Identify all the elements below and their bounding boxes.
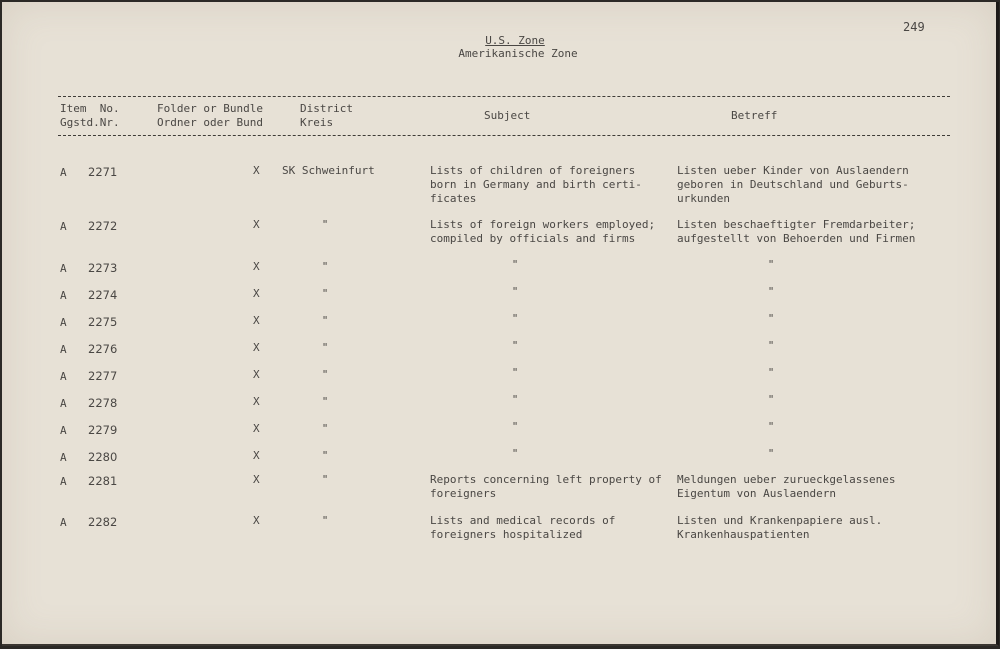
- district: ": [321, 449, 329, 462]
- item-prefix: A: [60, 262, 67, 275]
- subject: ": [511, 366, 519, 379]
- folder-mark: X: [253, 287, 260, 300]
- district: ": [321, 395, 329, 408]
- header-rule-top: [58, 96, 950, 97]
- folder-mark: X: [253, 314, 260, 327]
- item-prefix: A: [60, 370, 67, 383]
- subject: ": [511, 285, 519, 298]
- zone-title: U.S. Zone: [485, 34, 545, 47]
- item-prefix: A: [60, 475, 67, 488]
- item-prefix: A: [60, 220, 67, 233]
- item-number: 2273: [88, 261, 118, 275]
- item-prefix: A: [60, 424, 67, 437]
- subject: Lists and medical records of foreigners hospitalized: [430, 514, 616, 541]
- item-prefix: A: [60, 316, 67, 329]
- subject: Reports concerning left property of foreigners: [430, 473, 662, 500]
- subject: Lists of children of foreigners born in Germany and birth certi- ficates: [430, 164, 642, 205]
- item-number: 2274: [88, 288, 118, 302]
- betreff: ": [767, 285, 775, 298]
- district: ": [321, 514, 329, 527]
- item-prefix: A: [60, 451, 67, 464]
- folder-mark: X: [253, 341, 260, 354]
- betreff: ": [767, 393, 775, 406]
- folder-mark: X: [253, 473, 260, 486]
- betreff: ": [767, 447, 775, 460]
- folder-mark: X: [253, 514, 260, 527]
- item-number: 2282: [88, 515, 118, 529]
- header-district-de: Kreis: [300, 116, 334, 129]
- betreff: Listen und Krankenpapiere ausl. Krankenhauspatienten: [677, 514, 883, 541]
- item-number: 2278: [88, 396, 118, 410]
- betreff: ": [767, 258, 775, 271]
- folder-mark: X: [253, 164, 260, 177]
- item-prefix: A: [60, 516, 67, 529]
- subject: ": [511, 339, 519, 352]
- folder-mark: X: [253, 449, 260, 462]
- betreff: ": [767, 339, 775, 352]
- header-betreff: Betreff: [731, 109, 778, 122]
- item-number: 2271: [88, 165, 118, 179]
- folder-mark: X: [253, 422, 260, 435]
- item-number: 2280: [88, 450, 118, 464]
- district: ": [321, 314, 329, 327]
- header-subject: Subject: [484, 109, 531, 122]
- folder-mark: X: [253, 395, 260, 408]
- district: ": [321, 341, 329, 354]
- item-number: 2277: [88, 369, 118, 383]
- item-prefix: A: [60, 289, 67, 302]
- district: SK Schweinfurt: [282, 164, 375, 177]
- betreff: ": [767, 366, 775, 379]
- zone-subtitle: Amerikanische Zone: [458, 47, 578, 60]
- betreff: Listen beschaeftigter Fremdarbeiter; aufgestellt von Behoerden und Firmen: [677, 218, 916, 245]
- subject: ": [511, 258, 519, 271]
- subject: ": [511, 420, 519, 433]
- item-number: 2276: [88, 342, 118, 356]
- district: ": [321, 287, 329, 300]
- district: ": [321, 260, 329, 273]
- folder-mark: X: [253, 368, 260, 381]
- district: ": [321, 368, 329, 381]
- page-number: 249: [903, 20, 925, 34]
- header-folder-de: Ordner oder Bund: [157, 116, 263, 129]
- item-prefix: A: [60, 343, 67, 356]
- item-number: 2281: [88, 474, 118, 488]
- folder-mark: X: [253, 260, 260, 273]
- subject: ": [511, 447, 519, 460]
- betreff: ": [767, 312, 775, 325]
- subject: ": [511, 312, 519, 325]
- header-item-en: Item No.: [60, 102, 120, 115]
- district: ": [321, 473, 329, 486]
- item-number: 2272: [88, 219, 118, 233]
- item-number: 2275: [88, 315, 118, 329]
- subject: ": [511, 393, 519, 406]
- header-district-en: District: [300, 102, 353, 115]
- header-item-de: Ggstd.Nr.: [60, 116, 120, 129]
- folder-mark: X: [253, 218, 260, 231]
- header-folder-en: Folder or Bundle: [157, 102, 263, 115]
- betreff: Listen ueber Kinder von Auslaendern geboren in Deutschland und Geburts- urkunden: [677, 164, 909, 205]
- item-number: 2279: [88, 423, 118, 437]
- betreff: ": [767, 420, 775, 433]
- district: ": [321, 218, 329, 231]
- item-prefix: A: [60, 397, 67, 410]
- item-prefix: A: [60, 166, 67, 179]
- subject: Lists of foreign workers employed; compiled by officials and firms: [430, 218, 656, 245]
- betreff: Meldungen ueber zurueckgelassenes Eigentum von Auslaendern: [677, 473, 896, 500]
- header-rule-bottom: [58, 135, 950, 136]
- district: ": [321, 422, 329, 435]
